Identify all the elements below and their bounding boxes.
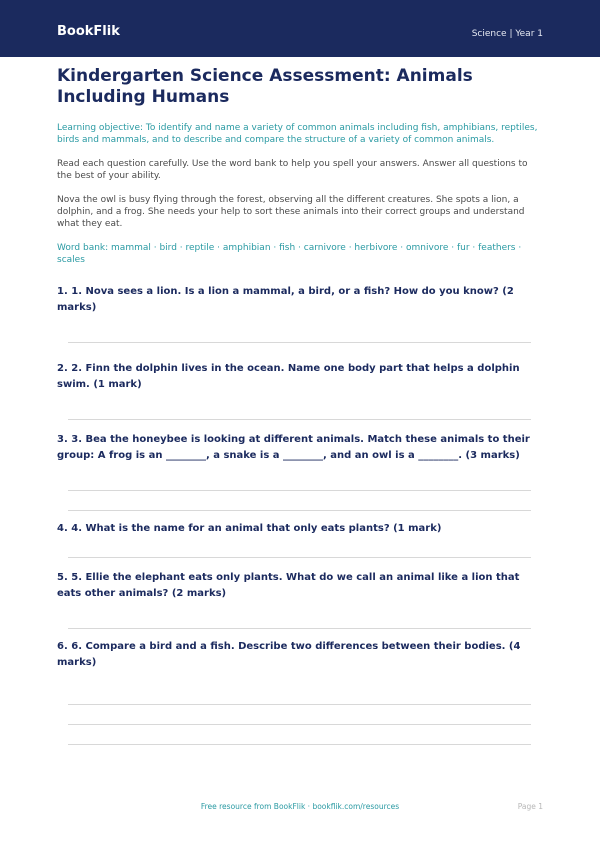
answer-line[interactable] (68, 510, 531, 511)
page-number: Page 1 (517, 802, 543, 811)
answer-line[interactable] (68, 704, 531, 705)
question-1 (57, 284, 543, 343)
brand-logo: BookFlik (57, 24, 120, 39)
question-3 (57, 432, 543, 511)
question-text: 4. 4. What is the name for an animal that only eats plants? (1 mark) (57, 523, 442, 534)
subject-year-label: Science | Year 1 (471, 29, 543, 39)
answer-lines (68, 628, 531, 629)
answer-lines (68, 419, 531, 420)
learning-objective: Learning objective: To identify and name a variety of common animals including fish, amphibians, reptiles, birds and mammals, and to describe and compare the structure of a variety of common animals. (57, 123, 538, 145)
answer-line[interactable] (68, 724, 531, 725)
question-4 (57, 521, 543, 558)
answer-line[interactable] (68, 628, 531, 629)
question-5 (57, 570, 543, 629)
scenario-text: Nova the owl is busy flying through the forest, observing all the different creatures. She spots a lion, a dolphin, and a frog. She needs your help to sort these animals into their correct groups and understand what they eat. (57, 195, 525, 229)
page-footer (0, 802, 600, 816)
question-6 (57, 639, 543, 745)
answer-line[interactable] (68, 557, 531, 558)
answer-line[interactable] (68, 490, 531, 491)
answer-lines (68, 557, 531, 558)
worksheet-content (57, 66, 543, 745)
answer-lines (68, 490, 531, 511)
question-text: 6. 6. Compare a bird and a fish. Describe two differences between their bodies. (4 marks) (57, 641, 521, 668)
question-text: 5. 5. Ellie the elephant eats only plants. What do we call an animal like a lion that eats other animals? (2 marks) (57, 572, 520, 599)
answer-line[interactable] (68, 744, 531, 745)
answer-line[interactable] (68, 342, 531, 343)
answer-lines (68, 342, 531, 343)
question-text: 3. 3. Bea the honeybee is looking at different animals. Match these animals to their group: A frog is an ________, a snake is a ________, and an owl is a ________. (3 marks) (57, 434, 530, 461)
page-title: Kindergarten Science Assessment: Animals Including Humans (57, 66, 473, 107)
footer-credit: Free resource from BookFlik · bookflik.com/resources (200, 802, 400, 811)
word-bank: Word bank: mammal · bird · reptile · amphibian · fish · carnivore · herbivore · omnivore · fur · feathers · scales (57, 243, 522, 265)
question-text: 2. 2. Finn the dolphin lives in the ocean. Name one body part that helps a dolphin swim. (1 mark) (57, 363, 520, 390)
question-text: 1. 1. Nova sees a lion. Is a lion a mammal, a bird, or a fish? How do you know? (2 marks) (57, 286, 514, 313)
page-header (0, 0, 600, 57)
answer-lines (68, 704, 531, 745)
question-2 (57, 361, 543, 420)
instructions-text: Read each question carefully. Use the word bank to help you spell your answers. Answer all questions to the best of your ability. (57, 159, 528, 181)
answer-line[interactable] (68, 419, 531, 420)
